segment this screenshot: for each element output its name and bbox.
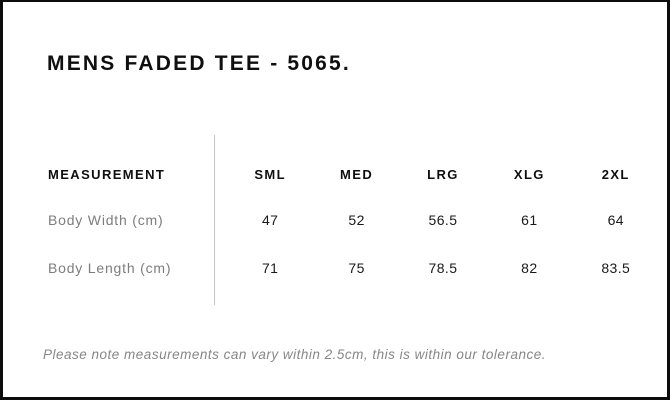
- table-header-row: [48, 152, 659, 196]
- page-title: MENS FADED TEE - 5065.: [47, 52, 351, 75]
- cell-value: 64: [607, 212, 624, 228]
- cell-value: 61: [521, 212, 538, 228]
- row-label-body-width: Body Width (cm): [48, 212, 164, 228]
- row-label-body-length: Body Length (cm): [48, 260, 172, 276]
- cell-value: 75: [348, 260, 365, 276]
- column-header-lrg: LRG: [427, 166, 459, 182]
- size-chart-table: [48, 152, 659, 292]
- cell-value: 56.5: [428, 212, 458, 228]
- cell-value: 47: [262, 212, 279, 228]
- cell-value: 83.5: [601, 260, 631, 276]
- column-header-med: MED: [340, 166, 374, 182]
- column-header-sml: SML: [254, 166, 287, 182]
- table-row-body-length: [48, 244, 659, 292]
- cell-value: 52: [348, 212, 365, 228]
- cell-value: 82: [521, 260, 538, 276]
- cell-value: 71: [262, 260, 279, 276]
- table-row-body-width: [48, 196, 659, 244]
- column-header-xlg: XLG: [513, 166, 545, 182]
- column-header-measurement: MEASUREMENT: [48, 166, 166, 182]
- column-header-2xl: 2XL: [601, 166, 630, 182]
- cell-value: 78.5: [428, 260, 458, 276]
- tolerance-note: Please note measurements can vary within 2.5cm, this is within our tolerance.: [43, 347, 546, 362]
